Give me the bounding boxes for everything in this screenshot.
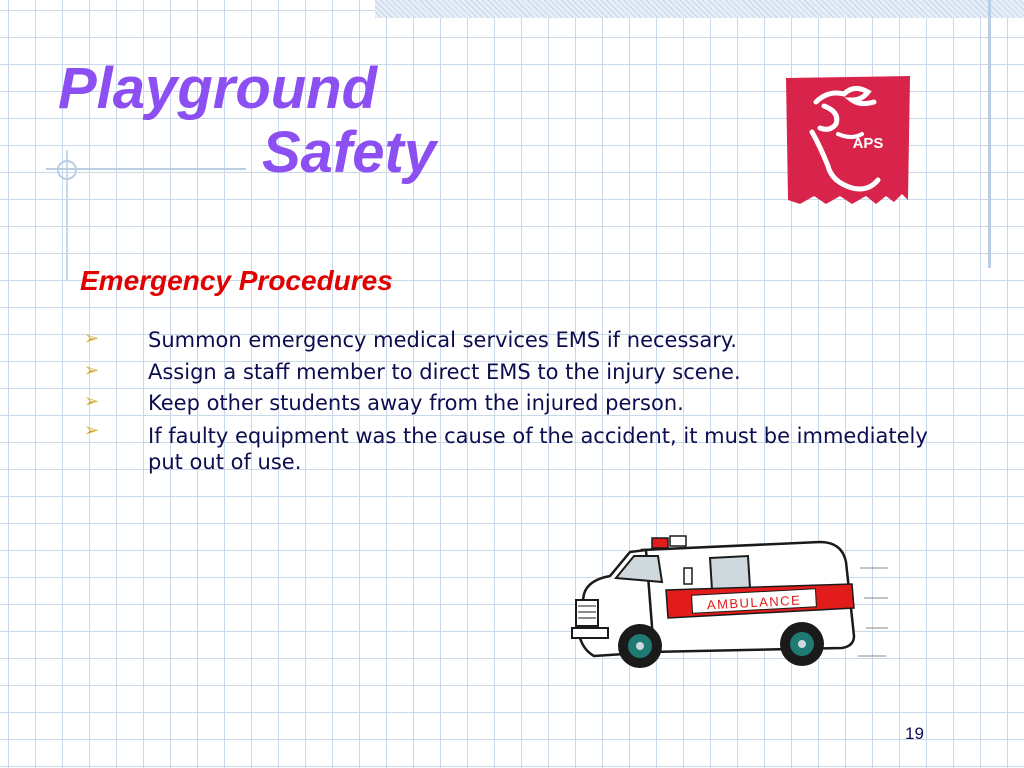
bullet-text: Summon emergency medical services EMS if necessary. [148,328,737,352]
ambulance-label: AMBULANCE [706,592,802,613]
slide-title-line1: Playground [58,56,378,121]
arrow-bullet-icon: ➢ [84,359,100,381]
list-item [80,325,940,357]
top-decorative-band [375,0,1024,18]
arrow-bullet-icon: ➢ [84,328,100,349]
section-heading: Emergency Procedures [80,265,393,296]
bullet-list [80,325,940,475]
arrow-bullet-icon: ➢ [84,419,100,441]
list-item [80,388,940,420]
ambulance-clipart [570,528,890,683]
page-number: 19 [905,724,924,743]
aps-logo [782,72,916,208]
title-ornament-circle [57,160,77,180]
right-divider-line [988,0,991,268]
logo-text: APS [852,135,884,152]
bullet-text: If faulty equipment was the cause of the accident, it must be immediately put out of use. [148,423,928,474]
bullet-text: Keep other students away from the injured person. [148,391,684,415]
arrow-bullet-icon: ➢ [84,391,100,412]
bullet-text: Assign a staff member to direct EMS to the injury scene. [148,359,741,384]
list-item [80,420,940,476]
list-item [80,357,940,389]
slide-title-line2: Safety [262,120,437,185]
